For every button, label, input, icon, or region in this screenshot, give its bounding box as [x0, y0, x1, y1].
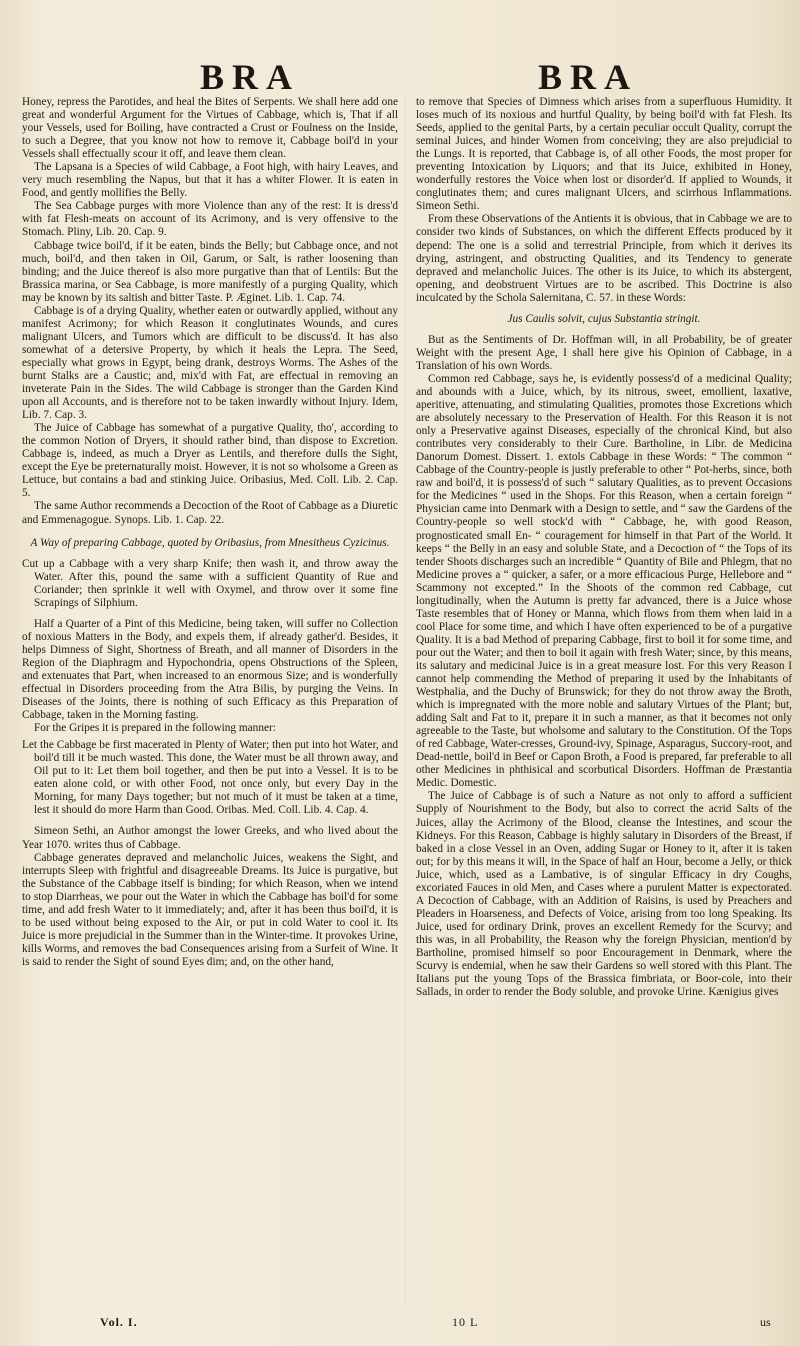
left-column — [22, 96, 398, 969]
paragraph: Cabbage generates depraved and melancholic Juices, weakens the Sight, and interrupts Sleep with frightful and disagreeable Dreams. Its Juice is purgative, but the Substance of the Cabbage itself is binding; for which Reason, when we intend to stop Diarrheas, we pour out the Water in which the Cabbage has boil'd for some time, and add fresh Water to it immediately; and, after it has been thus boil'd, it is to be used without being exposed to the Air, or put in cold Water to cool it. Its Juice is more prejudicial in the Summer than in the Winter-time. It provokes Urine, kills Worms, and removes the bad Consequences arising from a Surfeit of Wine. It is said to render the Sight of sound Eyes dim; and, on the other hand, — [22, 851, 398, 968]
paragraph: Half a Quarter of a Pint of this Medicine, being taken, will suffer no Collection of noxious Matters in the Body, and expels them, if already gather'd. Besides, it helps Dimness of Sight, Shortness of Breath, and all manner of Disorders in the Region of the Diaphragm and Hypochondria, opens Obstructions of the Spleen, and extenuates that Part, when increased to an enormous Size; and is wonderfully effectual in Disorders proceeding from the Atra Bilis, by purging the Veins. In Diseases of the Joints, there is nothing of such Efficacy as this Preparation of Cabbage, taken in the Morning fasting. — [22, 617, 398, 722]
catchword: us — [760, 1315, 771, 1329]
paragraph: But as the Sentiments of Dr. Hoffman will, in all Probability, be of greater Weight with the present Age, I shall here give his Opinion of Cabbage, in a Translation of his own Words. — [416, 333, 792, 372]
recipe-block: Cut up a Cabbage with a very sharp Knife; then wash it, and throw away the Water. After this, pound the same with a sufficient Quantity of Rue and Coriander; then sprinkle it well with Oxymel, and throw over it some fine Scrapings of Silphium. — [22, 557, 398, 609]
paragraph: to remove that Species of Dimness which arises from a superfluous Humidity. It loses much of its noxious and hurtful Quality, by being boil'd with fat Flesh. Its Seeds, applied to the genital Parts, by a certain peculiar occult Quality, corrupt the seminal Juices, and hinder Women from conceiving; they are also prejudicial to the Lungs. It is reported, that Cabbage is, of all other Foods, the most proper for preventing Intoxication by Liquors; and that its Juice, exhibited in Honey, wonderfully restores the Voice when lost or disorder'd. If applied to Wounds, it conglutinates them; and cures malignant Ulcers, and scirrhous Inflammations. Simeon Sethi. — [416, 96, 792, 213]
paragraph: Cabbage is of a drying Quality, whether eaten or outwardly applied, without any manifest Acrimony; for which Reason it conglutinates Wounds, and cures malignant Ulcers, and Tumors which are difficult to be discuss'd. It has also somewhat of a detersive Property, by which it heals the Lepra. The Seed, especially what grows in Egypt, being drank, destroys Worms. The Ashes of the burnt Stalks are a Caustic; and, mix'd with Fat, are effectual in removing an inveterate Pain in the Sides. The wild Cabbage is stronger than the Garden Kind upon all Accounts, and is therefore not to be taken inwardly without Injury. Idem, Lib. 7. Cap. 3. — [22, 304, 398, 422]
paragraph: The Sea Cabbage purges with more Violence than any of the rest: It is dress'd with fat Flesh-meats on account of its Acrimony, and is very offensive to the Stomach. Pliny, Lib. 20. Cap. 9. — [22, 200, 398, 239]
paragraph: The same Author recommends a Decoction of the Root of Cabbage as a Diuretic and Emmenagogue. Synops. Lib. 1. Cap. 22. — [22, 500, 398, 526]
recipe-block: Let the Cabbage be first macerated in Plenty of Water; then put into hot Water, and boil'd till it be much wasted. This done, the Water must be all thrown away, and Oil put to it: Let them boil together, and then be put into a Vessel. It is to be eaten alone cold, or with other Food, not once only, but every Day in the Morning, for many Days together; but not much of it must be taken at a time, lest it should do more Harm than Good. Oribas. Med. Coll. Lib. 4. Cap. 4. — [22, 739, 398, 817]
paragraph: Common red Cabbage, says he, is evidently possess'd of a medicinal Quality; and abounds with a Juice, which, by its nitrous, sweet, emollient, laxative, aperitive, attenuating, and stimulating Qualities, promotes those Excretions which are absolutely necessary to the Preservation of Health. For this Reason it is not only a Preservative against Diseases, especially of the chronical Kind, but also contributes very considerably to their Cure. Bartholine, in Libr. de Medicina Danorum Domest. Dissert. 1. extols Cabbage in these Words: “ The common “ Cabbage of the Country-people is justly preferable to other “ Pot-herbs, since, both raw and boil'd, it is possess'd of such “ salutary Qualities, as to prevent Occasions for the Medicines “ used in the Shops. For this Reason, when a certain foreign “ Physician came into Denmark with a Design to settle, and “ saw the Gardens of the Country-people so well stock'd with “ Cabbage, he, with good Reason, prognosticated small En- “ couragement for himself in that Part of the World. It keeps “ the Belly in an easy and soluble State, and a Decoction of “ the Tops of its tender Shoots discharges such an incredible “ Quantity of Bile and Phlegm, that no Medicine proves a “ quicker, a safer, or a more efficacious Purge, Hellebore and “ Scammony not excepted.” In the Shoots of the common red Cabbage, cut longitudinally, when the Autumn is pretty far advanced, there is a Juice whose Taste resembles that of Honey or Manna, which flows from them when laid in a cool Place for some time, and which I have often experienced to be of a purgative Quality. It is a bad Method of preparing Cabbage, first to boil it for some time, and pour out the Water; and then to boil it again with fresh Water; since, by this means, its salutary and medicinal Juice is in a great measure lost. For this very Reason I cannot help commending the Method of preparing it used by the Inhabitants of Westphalia, and the Duchy of Brunswick; for they do not throw away the Broth, which is impregnated with the more noble and salutary Virtues of the Plant; but, adding Salt and Fat to it, prepare it in such a manner, as that it becomes not only agreeable to the Taste, but wholsome and salutary to the Constitution. Of the Tops of red Cabbage, Water-cresses, Ground-ivy, Spinage, Asparagus, Succory-root, and Dead-nettle, boil'd in Beef or Capon Broth, a Food is prepared, far preferable to all other Medicines in phthisical and scorbutical Disorders. Hoffman de Præstantia Medic. Domestic. — [416, 372, 792, 790]
paragraph: The Lapsana is a Species of wild Cabbage, a Foot high, with hairy Leaves, and very much resembling the Napus, but that it has a whiter Flower. It is eaten in Food, and gently mollifies the Belly. — [22, 161, 398, 200]
paragraph: Simeon Sethi, an Author amongst the lower Greeks, and who lived about the Year 1070. writes thus of Cabbage. — [22, 825, 398, 851]
column-gutter — [405, 96, 406, 1306]
latin-quote: Jus Caulis solvit, cujus Substantia stringit. — [507, 312, 701, 325]
paragraph: Cabbage twice boil'd, if it be eaten, binds the Belly; but Cabbage once, and not much, boil'd, and then taken in Oil, Garum, or Salt, is rather loosening than binding; and the Juice thereof is also more purgative than that of Lentils: But the Brassica marina, or Sea Cabbage, is more manifestly of a purging Quality, which may be known by its saltish and bitter Taste. P. Æginet. Lib. 1. Cap. 74. — [22, 239, 398, 304]
recipe-title: A Way of preparing Cabbage, quoted by Oribasius, from Mnesitheus Cyzicinus. — [30, 536, 390, 549]
right-column — [416, 96, 792, 999]
paragraph: From these Observations of the Antients it is obvious, that in Cabbage we are to consider two kinds of Substances, on which the different Effects produced by it depend: The one is a solid and terrestrial Principle, from which it derives its drying, astringent, and obstructing Qualities, and its Tendency to generate depraved and melancholic Juices. The other is its Juice, to which its abstergent, opening, and deobstruent Virtues are to be ascribed. This Doctrine is also inculcated by the Schola Salernitana, C. 57. in these Words: — [416, 213, 792, 304]
paragraph: Honey, repress the Parotides, and heal the Bites of Serpents. We shall here add one great and wonderful Argument for the Virtues of Cabbage, which is, That if all your Vessels, used for Boiling, have contracted a Crust or Foulness on the Inside, to such a Degree, that you know not how to remove it, Cabbage boil'd in your Vessels shall effectually scour it off, and leave them clean. — [22, 96, 398, 161]
running-header — [0, 56, 800, 100]
volume-label: Vol. I. — [100, 1315, 138, 1329]
signature-mark: 10 L — [452, 1315, 479, 1329]
paragraph: The Juice of Cabbage has somewhat of a purgative Quality, tho', according to the common Notion of Dryers, it should rather bind, than dispose to Excretion. Cabbage is, indeed, as much a Dryer as Lentils, and therefore dulls the Sight, except the Eye be preternaturally moist. However, it is not so wholsome a Green as Lettuce, but contains a bad and stinking Juice. Oribasius, Med. Coll. Lib. 2. Cap. 5. — [22, 422, 398, 500]
headword-right: BRA — [538, 57, 639, 97]
headword-left: BRA — [200, 57, 301, 97]
paragraph: The Juice of Cabbage is of such a Nature as not only to afford a sufficient Supply of Nourishment to the Body, but also to correct the acrid Salts of the Juices, allay the Acrimony of the Blood, cleanse the Intestines, and scour the Kidneys. For this Reason, Cabbage is highly salutary in Disorders of the Breast, if baked in a close Vessel in an Oven, adding Sugar or Honey to it, after it is taken out; for by this means it will, in the Space of half an Hour, become a Jelly, or thick Juice, which, used as a Lambative, is of singular Efficacy in dry Coughs, excoriated Fauces in old Men, and Cases where a purulent Matter is expectorated. A Decoction of Cabbage, with an Addition of Raisins, is used by Preachers and Pleaders in Hoarseness, and Defects of Voice, arising from too long Speaking. Its Juice, used for ordinary Drink, proves an excellent Remedy for the Scurvy; and this was, in all Probability, the Reason why the foreign Physician, mention'd by Bartholine, promised himself so poor Encouragement in Denmark, where the Scurvy is endemial, when he saw their Gardens so well stored with this Plant. The Italians put the young Tops of the Brassica fimbriata, or Boor-cole, into their Sallads, in order to render the Body soluble, and provoke Urine. Kænigius gives — [416, 790, 792, 999]
page-footer — [0, 1315, 800, 1335]
paragraph: For the Gripes it is prepared in the following manner: — [34, 722, 276, 735]
